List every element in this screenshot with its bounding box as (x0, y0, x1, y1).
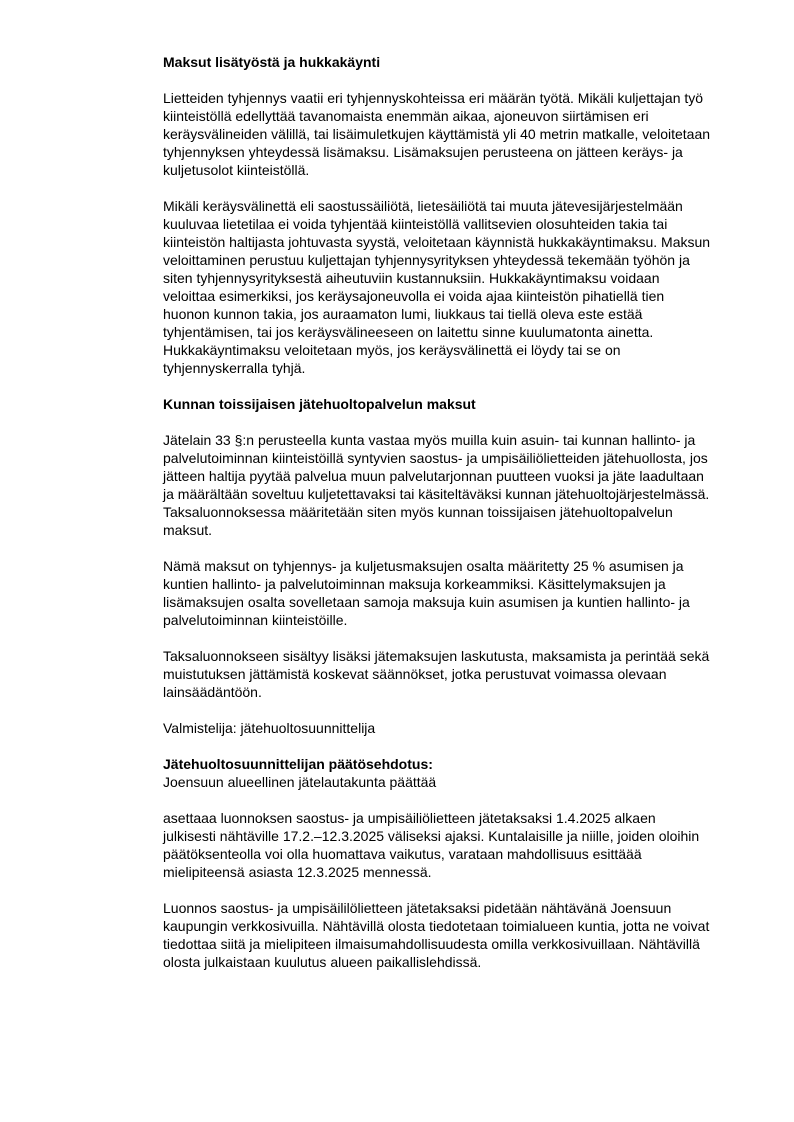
spacer (163, 71, 763, 89)
spacer (163, 539, 763, 557)
text-line: Mikäli keräysvälinettä eli saostussäiliötä, lietesäiliötä tai muuta jätevesijärjestelmään (163, 198, 683, 214)
text-line: tyhjennyskerralla tyhjä. (163, 360, 306, 376)
text-line: veloittaminen perustuu kuljettajan tyhjennysyrityksen yhteydessä tekemään työhön ja (163, 252, 690, 268)
text-line: Lietteiden tyhjennys vaatii eri tyhjennyskohteissa eri määrän työtä. Mikäli kuljettajan työ (163, 90, 704, 106)
text-line: veloittaa esimerkiksi, jos keräysajoneuvolla ei voida ajaa kiinteistön pihatiellä tien (163, 288, 665, 304)
text-line: palvelutoiminnan kiinteistöille. (163, 612, 348, 628)
document-page (163, 53, 763, 971)
text-line: kiinteistöllä edellyttää tavanomaista enemmän aikaa, ajoneuvon siirtämisen eri (163, 108, 649, 124)
text-line: julkisesti nähtäville 17.2.–12.3.2025 väliseksi ajaksi. Kuntalaisille ja niille, joiden oloihin (163, 828, 700, 844)
text-line: Luonnos saostus- ja umpisäililölietteen jätetaksaksi pidetään nähtävänä Joensuun (163, 900, 672, 916)
spacer (163, 377, 763, 395)
spacer (163, 737, 763, 755)
text-line: olosta julkaistaan kuulutus alueen paikallislehdissä. (163, 954, 482, 970)
text-line: siten tyhjennysyrityksestä aiheutuviin kustannuksiin. Hukkakäyntimaksu voidaan (163, 270, 660, 286)
text-line: tyhjennyksen yhteydessä lisämaksu. Lisämaksujen perusteena on jätteen keräys- ja (163, 144, 683, 160)
section-heading-paatosehdotus: Jätehuoltosuunnittelijan päätösehdotus: (163, 756, 433, 772)
text-line: jätteen haltija pyytää palvelua muun palvelutarjonnan puutteen vuoksi ja jäte laadultaan (163, 468, 704, 484)
paragraph-nahtavilla (163, 809, 763, 881)
text-line: Jätelain 33 §:n perusteella kunta vastaa myös muilla kuin asuin- tai kunnan hallinto- ja (163, 432, 696, 448)
spacer (163, 179, 763, 197)
paragraph-luonnos (163, 899, 763, 971)
text-line: maksut. (163, 522, 213, 538)
text-line: ja määrältään soveltuu kuljetettavaksi tai käsiteltäväksi kunnan jätehuoltojärjestelmässä. (163, 486, 710, 502)
paragraph-lisamaksu (163, 89, 763, 179)
text-line: muistutuksen jättämistä koskevat säännökset, jotka perustuvat voimassa olevaan (163, 666, 667, 682)
text-line: tyhjentämisen, tai jos keräysvälineeseen on laitettu sinne kuulumatonta ainetta. (163, 324, 654, 340)
paragraph-lautakunta (163, 773, 763, 791)
spacer (163, 629, 763, 647)
text-line: mielipiteensä asiasta 12.3.2025 mennessä. (163, 864, 432, 880)
text-line: kuljetusolot kiinteistöllä. (163, 162, 310, 178)
text-line: päätöksenteolla voi olla huomattava vaikutus, varataan mahdollisuus esittäää (163, 846, 642, 862)
paragraph-jatelaki (163, 431, 763, 539)
text-line: Taksaluonnokseen sisältyy lisäksi jätemaksujen laskutusta, maksamista ja perintää sekä (163, 648, 710, 664)
text-line: asettaaa luonnoksen saostus- ja umpisäiliölietteen jätetaksaksi 1.4.2025 alkaen (163, 810, 656, 826)
preparer-line: Valmistelija: jätehuoltosuunnittelija (163, 720, 376, 736)
text-line: Nämä maksut on tyhjennys- ja kuljetusmaksujen osalta määritetty 25 % asumisen ja (163, 558, 684, 574)
text-line: kiinteistön haltijasta johtuvasta syystä, veloitetaan käynnistä hukkakäyntimaksu. Maksun (163, 234, 711, 250)
paragraph-valmistelija (163, 719, 763, 737)
text-line: lisämaksujen osalta sovelletaan samoja maksuja kuin asumisen ja kuntien hallinto- ja (163, 594, 690, 610)
text-line: keräysvälineiden välillä, tai lisäimuletkujen käyttämistä yli 40 metrin matkalle, veloitetaan (163, 126, 711, 142)
text-line: kuuluvaa lietetilaa ei voida tyhjentää kiinteistöllä vallitsevien olosuhteiden takia tai (163, 216, 668, 232)
text-line: lainsäädäntöön. (163, 684, 262, 700)
text-line: tiedottaa siitä ja mielipiteen ilmaisumahdollisuudesta omilla verkkosivuillaan. Nähtävillä (163, 936, 700, 952)
text-line: Joensuun alueellinen jätelautakunta päättää (163, 774, 437, 790)
text-line: palvelutoiminnan kiinteistöillä syntyvien saostus- ja umpisäiliölietteiden jätehuollosta, jos (163, 450, 708, 466)
text-line: kuntien hallinto- ja palvelutoiminnan maksuja korkeammiksi. Käsittelymaksujen ja (163, 576, 666, 592)
text-line: Taksaluonnoksessa määritetään siten myös kunnan toissijaisen jätehuoltopalvelun (163, 504, 673, 520)
paragraph-hukkakaynti (163, 197, 763, 377)
spacer (163, 701, 763, 719)
text-line: Hukkakäyntimaksu veloitetaan myös, jos keräysvälinettä ei löydy tai se on (163, 342, 621, 358)
text-line: huonon kunnon takia, jos auraamaton lumi, liukkaus tai tiellä oleva este estää (163, 306, 643, 322)
text-line: kaupungin verkkosivuilla. Nähtävillä olosta tiedotetaan toimialueen kuntia, jotta ne voivat (163, 918, 710, 934)
paragraph-maksut-25 (163, 557, 763, 629)
paragraph-laskutus (163, 647, 763, 701)
spacer (163, 413, 763, 431)
spacer (163, 881, 763, 899)
section-heading-toissijainen: Kunnan toissijaisen jätehuoltopalvelun maksut (163, 396, 476, 412)
spacer (163, 791, 763, 809)
section-heading-lisatyo: Maksut lisätyöstä ja hukkakäynti (163, 54, 381, 70)
